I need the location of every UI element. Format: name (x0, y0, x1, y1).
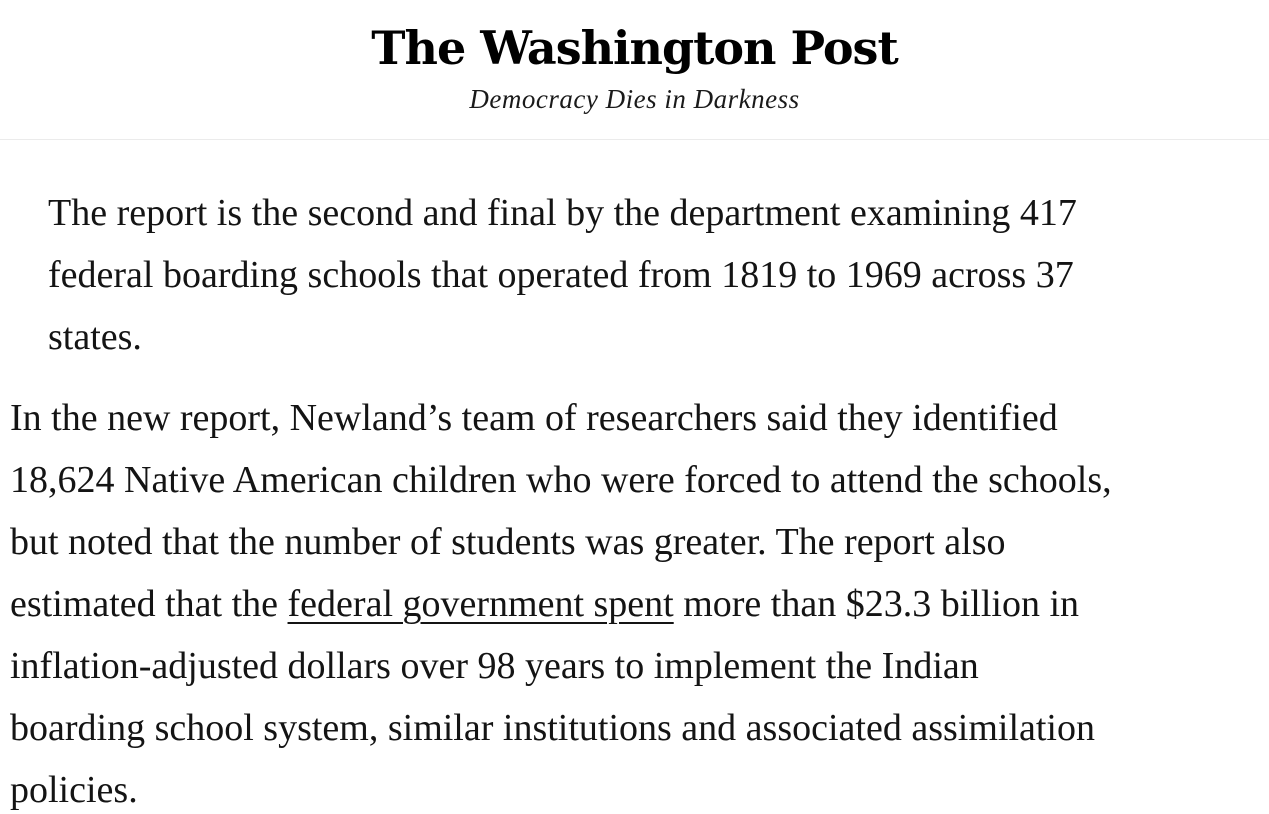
article-body (0, 148, 1269, 814)
paragraph-line (10, 387, 1229, 449)
paragraph-line (48, 182, 1229, 244)
paragraph-line (48, 306, 1229, 368)
text-segment: more than $23.3 billion in (673, 583, 1080, 625)
text-segment: boarding school system, similar institutions and associated assimilation (10, 707, 1095, 749)
text-segment: federal boarding schools that operated from 1819 to 1969 across 37 (48, 254, 1074, 296)
header-divider (0, 139, 1269, 140)
text-segment: states. (48, 316, 142, 358)
paragraph-line (10, 449, 1229, 511)
text-segment: 18,624 Native American children who were forced to attend the schools, (10, 459, 1112, 501)
paragraph-line (10, 573, 1229, 635)
federal-government-spent-link[interactable]: federal government spent (287, 583, 674, 625)
paragraph-line (10, 635, 1229, 697)
paragraph-line (10, 697, 1229, 759)
text-segment: The report is the second and final by the department examining 417 (48, 192, 1077, 234)
paragraph-line (10, 759, 1229, 814)
text-segment: estimated that the (10, 583, 288, 625)
paragraph-line (48, 244, 1229, 306)
text-segment: policies. (10, 769, 138, 811)
text-segment: inflation-adjusted dollars over 98 years to implement the Indian (10, 645, 979, 687)
paragraph-line (10, 511, 1229, 573)
text-segment: In the new report, Newland’s team of researchers said they identified (10, 397, 1058, 439)
masthead-tagline: Democracy Dies in Darkness (469, 84, 800, 114)
washington-post-logo[interactable]: The Washington Post (371, 21, 898, 75)
paragraph (10, 182, 1229, 368)
text-segment: but noted that the number of students was greater. The report also (10, 521, 1006, 563)
paragraph (10, 387, 1229, 814)
masthead (0, 0, 1269, 116)
